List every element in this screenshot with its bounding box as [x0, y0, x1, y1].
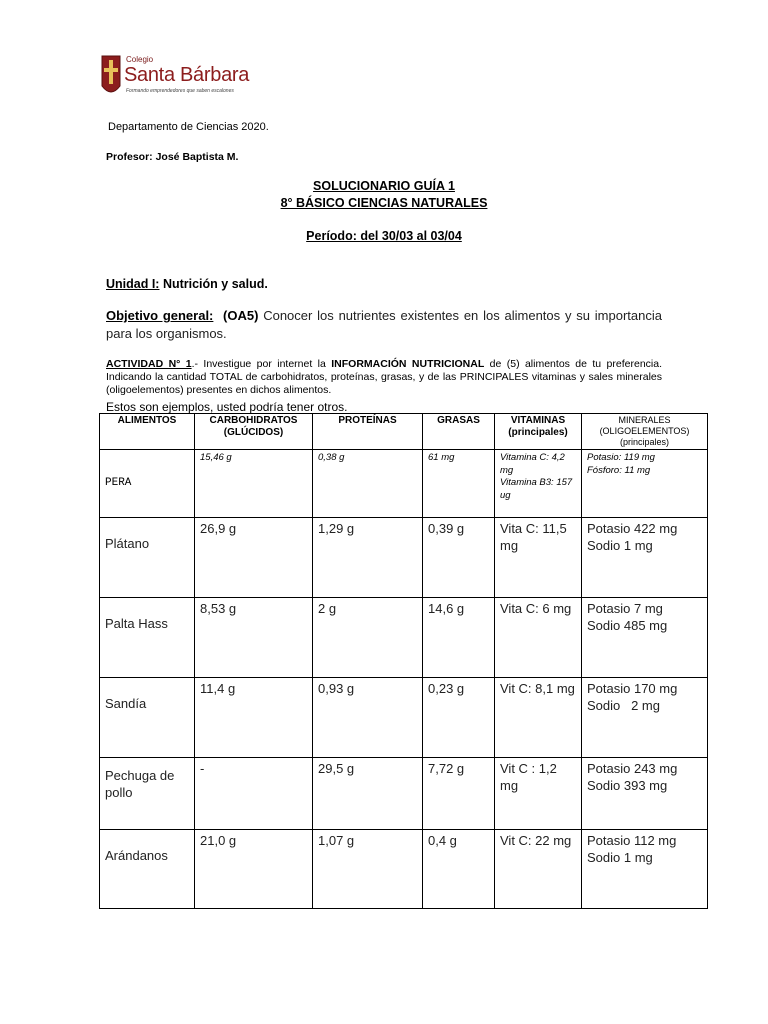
carbs-cell: 21,0 g	[195, 830, 313, 909]
objective-code: (OA5)	[223, 308, 259, 323]
objective-paragraph	[106, 307, 662, 343]
mineral-line: Sodio 485 mg	[587, 618, 668, 633]
vitamins-cell: Vit C : 1,2 mg	[495, 758, 582, 830]
unit-label: Unidad I:	[106, 277, 160, 291]
fats-cell: 14,6 g	[423, 598, 495, 678]
header-fats: GRASAS	[423, 414, 495, 450]
table-row	[100, 830, 708, 909]
carbs-cell: -	[195, 758, 313, 830]
fats-cell: 0,39 g	[423, 518, 495, 598]
unit-heading	[106, 277, 268, 291]
logo-small-text: Colegio	[126, 55, 154, 64]
logo-name: Santa Bárbara	[124, 64, 250, 86]
fats-cell: 0,23 g	[423, 678, 495, 758]
objective-label: Objetivo general:	[106, 308, 214, 323]
examples-note: Estos son ejemplos, usted podría tener otros.	[106, 400, 348, 414]
mineral-line: Potasio 112 mg	[587, 833, 677, 848]
period-text: Período: del 30/03 al 03/04	[306, 229, 462, 243]
proteins-cell: 0,38 g	[313, 450, 423, 518]
title-text-2: 8° BÁSICO CIENCIAS NATURALES	[280, 196, 488, 210]
minerals-cell	[582, 758, 708, 830]
minerals-cell	[582, 830, 708, 909]
header-proteins: PROTEÍNAS	[313, 414, 423, 450]
minerals-cell	[582, 518, 708, 598]
mineral-line: Sodio 1 mg	[587, 850, 653, 865]
fats-cell: 61 mg	[423, 450, 495, 518]
mineral-line: Potasio 7 mg	[587, 601, 663, 616]
vitamin-line: Vitamina C: 4,2 mg	[500, 452, 565, 476]
vitamins-cell: Vit C: 22 mg	[495, 830, 582, 909]
proteins-cell: 2 g	[313, 598, 423, 678]
unit-text: Nutrición y salud.	[159, 277, 268, 291]
carbs-cell: 15,46 g	[195, 450, 313, 518]
teacher-line: Profesor: José Baptista M.	[106, 151, 239, 163]
activity-text-1: .- Investigue por internet la	[191, 358, 332, 370]
objective-text: Conocer los nutrientes existentes en los alimentos y su importancia para los organismos.	[106, 308, 662, 341]
vitamins-cell: Vita C: 6 mg	[495, 598, 582, 678]
mineral-line: Sodio 393 mg	[587, 778, 668, 793]
logo-tagline: Formando emprendedores que saben escalones	[126, 88, 234, 94]
nutrition-table	[99, 413, 708, 909]
table-row	[100, 598, 708, 678]
food-cell: Pechuga de pollo	[100, 758, 195, 830]
carbs-cell: 8,53 g	[195, 598, 313, 678]
proteins-cell: 1,29 g	[313, 518, 423, 598]
food-cell: Palta Hass	[100, 598, 195, 678]
minerals-cell	[582, 678, 708, 758]
period-line	[0, 229, 768, 243]
title-line-1	[0, 179, 768, 193]
food-cell: PERA	[100, 450, 195, 518]
mineral-line: Potasio 170 mg	[587, 681, 678, 696]
table-row	[100, 678, 708, 758]
food-cell: Sandía	[100, 678, 195, 758]
vitamins-cell: Vita C: 11,5 mg	[495, 518, 582, 598]
mineral-line: Potasio: 119 mg	[587, 452, 655, 463]
activity-label: ACTIVIDAD N° 1	[106, 358, 192, 370]
title-line-2	[0, 196, 768, 210]
header-food: ALIMENTOS	[100, 414, 195, 450]
food-cell: Plátano	[100, 518, 195, 598]
table-row	[100, 758, 708, 830]
carbs-cell: 26,9 g	[195, 518, 313, 598]
fats-cell: 0,4 g	[423, 830, 495, 909]
mineral-line: Potasio 422 mg	[587, 521, 678, 536]
minerals-cell	[582, 598, 708, 678]
proteins-cell: 1,07 g	[313, 830, 423, 909]
carbs-cell: 11,4 g	[195, 678, 313, 758]
proteins-cell: 29,5 g	[313, 758, 423, 830]
mineral-line: Sodio 2 mg	[587, 698, 660, 713]
food-cell: Arándanos	[100, 830, 195, 909]
activity-bold-text: INFORMACIÓN NUTRICIONAL	[331, 358, 485, 370]
fats-cell: 7,72 g	[423, 758, 495, 830]
mineral-line: Potasio 243 mg	[587, 761, 678, 776]
header-vitamins: VITAMINAS (principales)	[495, 414, 582, 450]
table-row	[100, 450, 708, 518]
vitamins-cell: Vit C: 8,1 mg	[495, 678, 582, 758]
vitamin-line: Vitamina B3: 157 ug	[500, 477, 573, 501]
vitamins-cell	[495, 450, 582, 518]
header-carbs: CARBOHIDRATOS (GLÚCIDOS)	[195, 414, 313, 450]
activity-paragraph	[106, 358, 662, 397]
mineral-line: Fósforo: 11 mg	[587, 464, 651, 476]
mineral-line: Sodio 1 mg	[587, 538, 653, 553]
minerals-cell	[582, 450, 708, 518]
table-header-row	[100, 414, 708, 450]
shield-icon	[100, 54, 122, 100]
table-row	[100, 518, 708, 598]
proteins-cell: 0,93 g	[313, 678, 423, 758]
header-minerals: MINERALES (OLIGOELEMENTOS) (principales)	[582, 414, 708, 450]
department-line: Departamento de Ciencias 2020.	[108, 121, 269, 133]
title-text-1: SOLUCIONARIO GUÍA 1	[313, 179, 455, 193]
activity-text-2: de (5) alimentos de tu preferencia. Indicando la cantidad TOTAL de carbohidratos, proteínas, grasas, y de las PRINCIPALES vitaminas y sales minerales (oligoelementos) presentes en dichos alimentos.	[106, 358, 662, 396]
